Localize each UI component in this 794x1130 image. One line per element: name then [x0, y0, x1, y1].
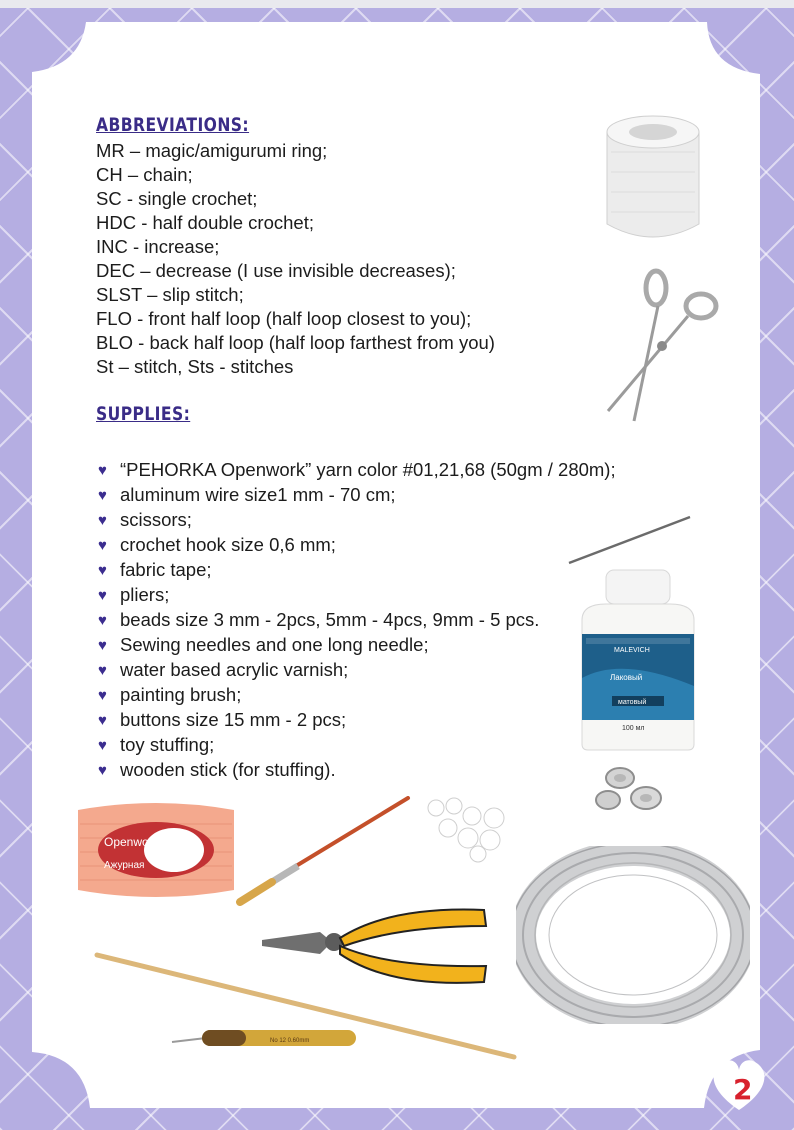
abbreviations-heading: ABBREVIATIONS:: [96, 114, 250, 136]
heart-bullet-icon: ♥: [98, 662, 107, 679]
buttons-photo: [592, 764, 672, 816]
supply-item: ♥ aluminum wire size1 mm - 70 cm;: [98, 483, 616, 508]
abbreviation-item: CH – chain;: [96, 164, 193, 185]
abbreviation-item: MR – magic/amigurumi ring;: [96, 140, 328, 161]
yarn-ball-photo: [70, 794, 242, 906]
long-needle-photo: [566, 512, 694, 568]
wire-coil-photo: [516, 846, 750, 1024]
heart-bullet-icon: ♥: [98, 587, 107, 604]
supplies-heading: SUPPLIES:: [96, 403, 191, 425]
crochet-hook-label: No 12 0.60mm: [270, 1038, 310, 1044]
abbreviation-item: INC - increase;: [96, 236, 220, 257]
abbreviation-item: DEC – decrease (I use invisible decreases);: [96, 260, 456, 281]
heart-bullet-icon: ♥: [98, 637, 107, 654]
supply-item: ♥ painting brush;: [98, 683, 616, 708]
supply-item: ♥ scissors;: [98, 508, 616, 533]
heart-bullet-icon: ♥: [98, 762, 107, 779]
abbreviation-item: SC - single crochet;: [96, 188, 258, 209]
beads-photo: [420, 796, 516, 864]
fabric-tape-photo: [603, 112, 703, 247]
varnish-bottle-photo: [572, 568, 704, 752]
abbreviation-item: St – stitch, Sts - stitches: [96, 356, 294, 377]
heart-bullet-icon: ♥: [98, 487, 107, 504]
supplies-list: [98, 458, 616, 783]
heart-bullet-icon: ♥: [98, 462, 107, 479]
scissors-photo: [604, 266, 722, 424]
varnish-name: Лаковый: [610, 673, 643, 682]
heart-bullet-icon: ♥: [98, 612, 107, 629]
heart-bullet-icon: ♥: [98, 537, 107, 554]
abbreviations-list: [96, 139, 495, 379]
abbreviation-item: HDC - half double crochet;: [96, 212, 314, 233]
paint-brush-photo: [236, 796, 412, 906]
supply-item: ♥ Sewing needles and one long needle;: [98, 633, 616, 658]
varnish-brand: MALEVICH: [614, 647, 650, 654]
heart-bullet-icon: ♥: [98, 562, 107, 579]
yarn-label: Ажурная: [104, 860, 145, 871]
abbreviation-item: SLST – slip stitch;: [96, 284, 244, 305]
heart-bullet-icon: ♥: [98, 687, 107, 704]
heart-bullet-icon: ♥: [98, 712, 107, 729]
supply-item: ♥ toy stuffing;: [98, 733, 616, 758]
heart-bullet-icon: ♥: [98, 512, 107, 529]
supply-item: ♥ fabric tape;: [98, 558, 616, 583]
heart-bullet-icon: ♥: [98, 737, 107, 754]
supply-item: ♥ water based acrylic varnish;: [98, 658, 616, 683]
crochet-hook-photo: [170, 1020, 360, 1056]
abbreviation-item: FLO - front half loop (half loop closest to you);: [96, 308, 472, 329]
supply-item: ♥ crochet hook size 0,6 mm;: [98, 533, 616, 558]
page-number: 2: [733, 1073, 753, 1106]
yarn-brand: Openwork: [104, 835, 159, 849]
abbreviation-item: BLO - back half loop (half loop farthest from you): [96, 332, 495, 353]
supply-item: ♥ beads size 3 mm - 2pcs, 5mm - 4pcs, 9mm - 5 pcs.: [98, 608, 616, 633]
supply-item: ♥ “PEHORKA Openwork” yarn color #01,21,68 (50gm / 280m);: [98, 458, 616, 483]
varnish-volume: 100 мл: [622, 725, 645, 732]
supply-item: ♥ buttons size 15 mm - 2 pcs;: [98, 708, 616, 733]
varnish-type: матовый: [618, 699, 647, 706]
supply-item: ♥ wooden stick (for stuffing).: [98, 758, 616, 783]
supply-item: ♥ pliers;: [98, 583, 616, 608]
